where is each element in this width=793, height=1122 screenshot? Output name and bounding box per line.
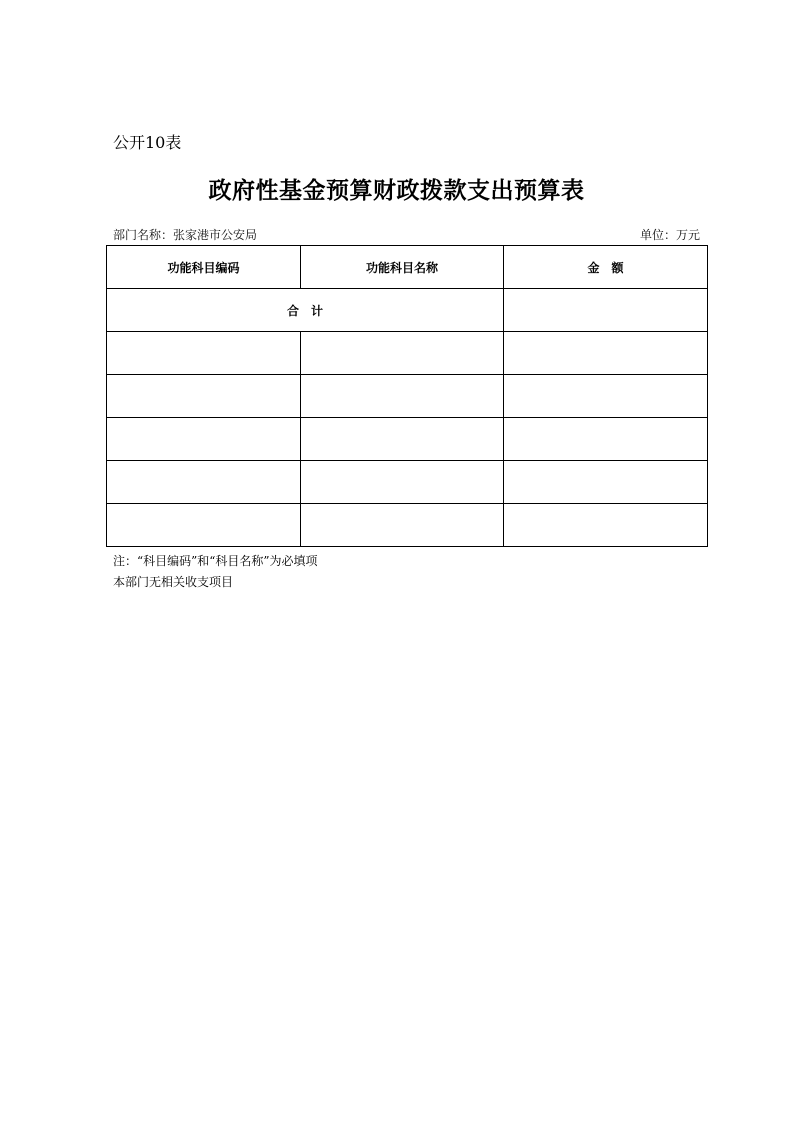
cell-subject-name [301, 375, 504, 418]
cell-subject-code [107, 332, 301, 375]
page-title: 政府性基金预算财政拨款支出预算表 [208, 178, 585, 204]
required-fields-note: 注：“科目编码”和“科目名称”为必填项 [113, 554, 318, 568]
cell-subject-code [107, 375, 301, 418]
header-amount: 金 额 [504, 246, 708, 289]
table-row [107, 461, 708, 504]
cell-amount [504, 375, 708, 418]
department-name: 部门名称：张家港市公安局 [113, 228, 258, 242]
no-items-note: 本部门无相关收支项目 [113, 575, 234, 589]
table-header-row [107, 246, 708, 289]
budget-table [106, 245, 708, 547]
header-subject-code: 功能科目编码 [107, 246, 301, 289]
cell-subject-code [107, 504, 301, 547]
table-row [107, 504, 708, 547]
cell-amount [504, 332, 708, 375]
cell-amount [504, 461, 708, 504]
table-row [107, 332, 708, 375]
cell-subject-name [301, 332, 504, 375]
header-subject-name: 功能科目名称 [301, 246, 504, 289]
cell-amount [504, 418, 708, 461]
form-label: 公开10表 [113, 133, 182, 152]
cell-subject-code [107, 461, 301, 504]
table-row [107, 375, 708, 418]
total-row [107, 289, 708, 332]
cell-amount [504, 504, 708, 547]
unit-label: 单位：万元 [639, 228, 700, 242]
table-row [107, 418, 708, 461]
total-label: 合 计 [107, 289, 504, 332]
cell-subject-name [301, 461, 504, 504]
cell-subject-code [107, 418, 301, 461]
total-amount [504, 289, 708, 332]
cell-subject-name [301, 504, 504, 547]
cell-subject-name [301, 418, 504, 461]
